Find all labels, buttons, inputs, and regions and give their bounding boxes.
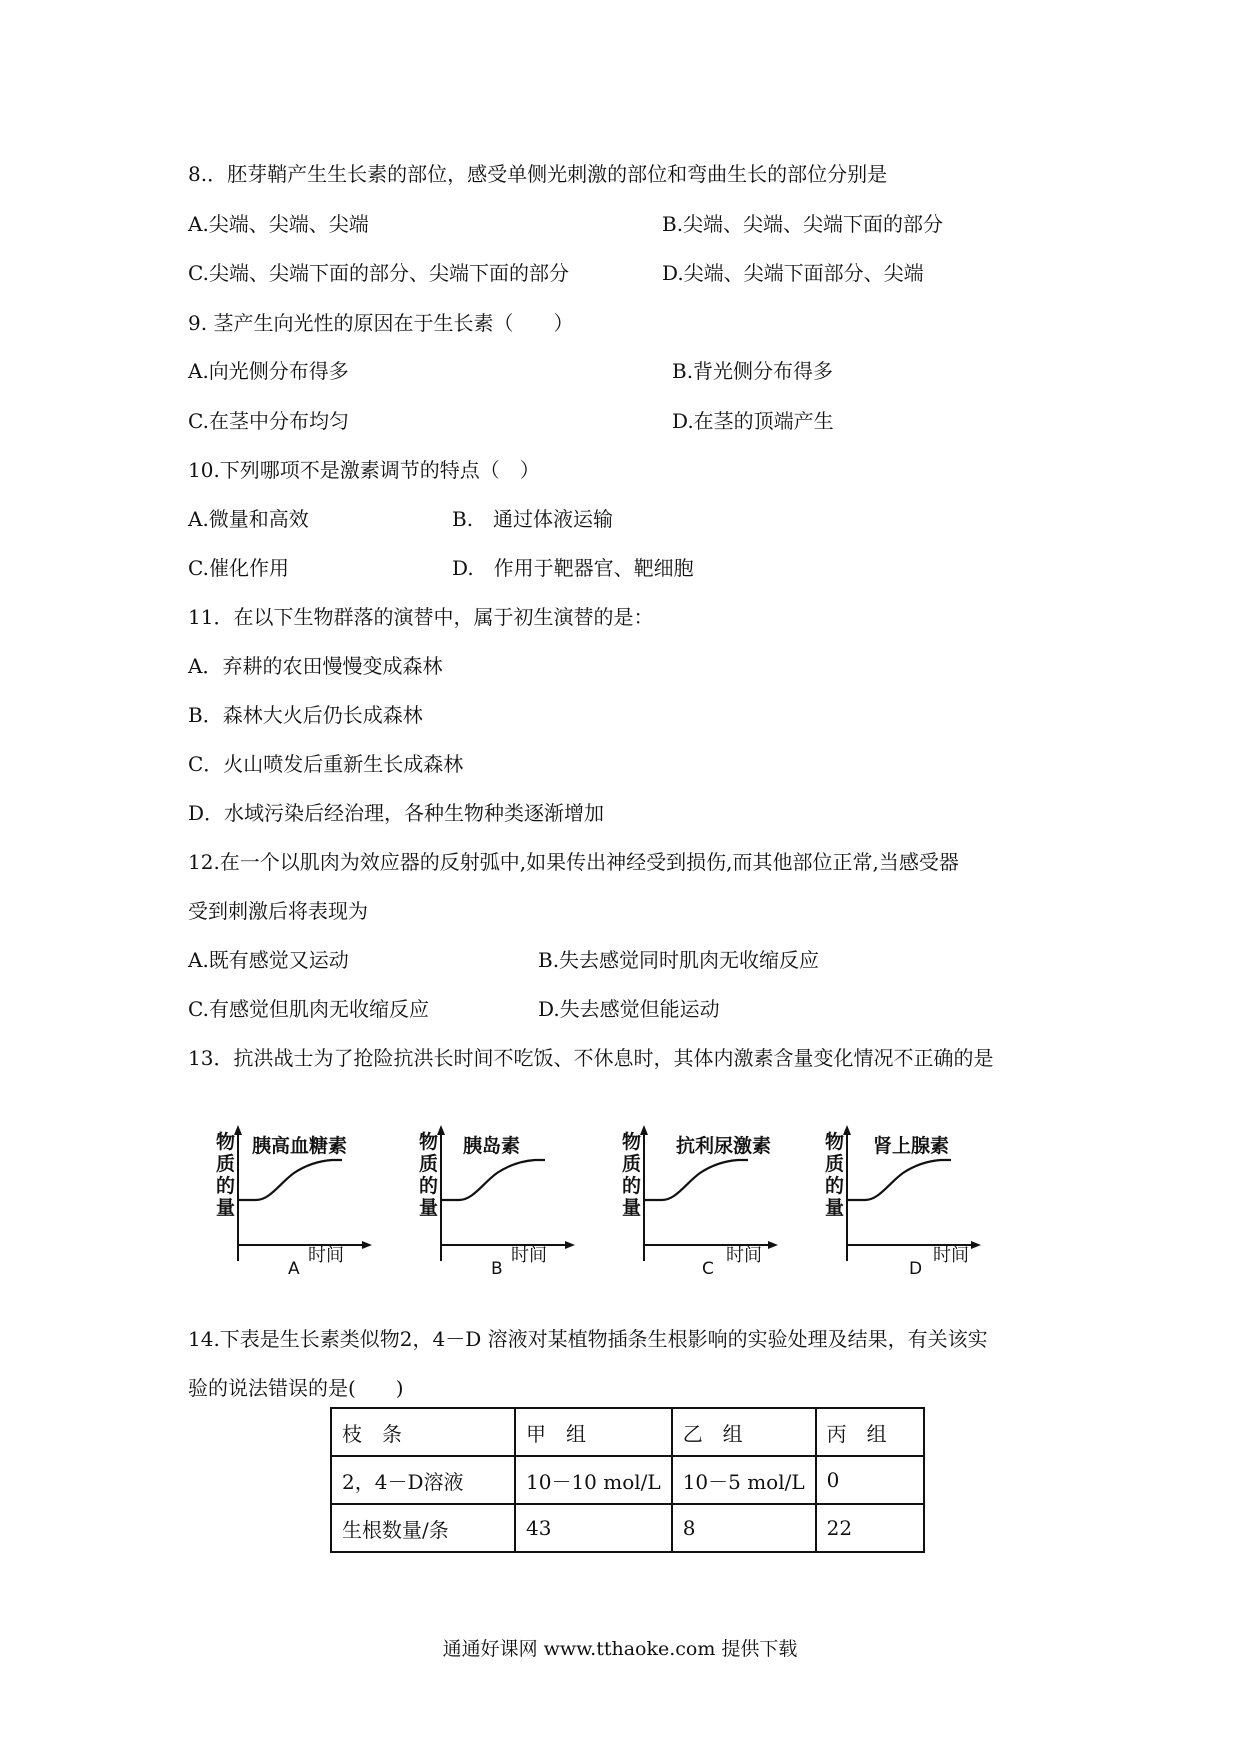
q10-option-b: B. 通过体液运输 [452,507,614,531]
q9-stem: 9. 茎产生向光性的原因在于生长素（ ） [188,311,574,335]
q12-option-d: D.失去感觉但能运动 [538,997,720,1021]
q12-option-c: C.有感觉但肌肉无收缩反应 [188,997,429,1021]
graph-d-letter: D [909,1259,923,1279]
q12-stem-line2: 受到刺激后将表现为 [188,899,368,923]
q8-stem: 8.．胚芽鞘产生生长素的部位，感受单侧光刺激的部位和弯曲生长的部位分别是 [188,162,888,186]
q8-option-a: A.尖端、尖端、尖端 [188,212,369,236]
table-cell: 10－10 mol/L [515,1456,672,1504]
q11-option-a: A．弃耕的农田慢慢变成森林 [188,654,443,678]
graph-b-letter: B [491,1259,503,1279]
q11-option-b: B．森林大火后仍长成森林 [188,703,423,727]
q12-option-a: A.既有感觉又运动 [188,948,349,972]
graph-c [620,1125,800,1285]
graph-a [214,1125,394,1285]
graph-b-ylabel: 物质的量 [419,1131,439,1219]
table-header-cell: 乙 组 [672,1408,816,1456]
table-cell: 43 [515,1504,672,1552]
graph-c-letter: C [702,1259,714,1279]
graph-a-ylabel: 物质的量 [216,1131,236,1219]
graph-b-title: 胰岛素 [463,1135,521,1157]
table-row [331,1456,924,1504]
q12-stem-line1: 12.在一个以肌肉为效应器的反射弧中,如果传出神经受到损伤,而其他部位正常,当感受器 [188,850,959,874]
graph-d [823,1125,1003,1285]
q10-stem: 10.下列哪项不是激素调节的特点（ ） [188,458,540,482]
q14-stem-line1: 14.下表是生长素类似物2，4－D 溶液对某植物插条生根影响的实验处理及结果，有关该实 [188,1327,988,1351]
table-cell: 0 [816,1456,924,1504]
page-footer: 通通好课网 www.tthaoke.com 提供下载 [442,1638,798,1660]
graph-a-title: 胰高血糖素 [252,1135,348,1157]
table-cell: 10－5 mol/L [672,1456,816,1504]
table-header-cell: 甲 组 [515,1408,672,1456]
q10-option-c: C.催化作用 [188,556,289,580]
graph-d-ylabel: 物质的量 [825,1131,845,1219]
q14-stem-line2: 验的说法错误的是( ) [188,1376,404,1400]
table-cell: 22 [816,1504,924,1552]
table-cell: 生根数量/条 [331,1504,515,1552]
q8-option-d: D.尖端、尖端下面部分、尖端 [662,261,924,285]
q10-option-a: A.微量和高效 [188,507,309,531]
q11-option-d: D．水域污染后经治理，各种生物种类逐渐增加 [188,801,605,825]
q9-option-a: A.向光侧分布得多 [188,359,349,383]
q11-stem: 11．在以下生物群落的演替中，属于初生演替的是： [188,605,654,629]
table-header-cell: 枝 条 [331,1408,515,1456]
graph-b-xlabel: 时间 [511,1245,547,1266]
graph-c-title: 抗利尿激素 [676,1135,772,1157]
graph-a-letter: A [288,1259,300,1279]
q9-option-c: C.在茎中分布均匀 [188,409,349,433]
q13-stem: 13．抗洪战士为了抢险抗洪长时间不吃饭、不休息时，其体内激素含量变化情况不正确的是 [188,1046,994,1070]
table-cell: 8 [672,1504,816,1552]
graph-c-xlabel: 时间 [726,1245,762,1266]
q9-option-d: D.在茎的顶端产生 [672,409,834,433]
table-header-cell: 丙 组 [816,1408,924,1456]
graph-a-xlabel: 时间 [308,1245,344,1266]
table-row [331,1504,924,1552]
q10-option-d: D. 作用于靶器官、靶细胞 [452,556,694,580]
table-cell: 2，4－D溶液 [331,1456,515,1504]
q11-option-c: C．火山喷发后重新生长成森林 [188,752,464,776]
q9-option-b: B.背光侧分布得多 [672,359,834,383]
graph-c-ylabel: 物质的量 [622,1131,642,1219]
graph-d-title: 肾上腺素 [873,1135,950,1157]
q8-option-b: B.尖端、尖端、尖端下面的部分 [662,212,944,236]
q8-option-c: C.尖端、尖端下面的部分、尖端下面的部分 [188,261,569,285]
q12-option-b: B.失去感觉同时肌肉无收缩反应 [538,948,820,972]
graph-b [417,1125,597,1285]
table-header-row [331,1408,924,1456]
graph-d-xlabel: 时间 [933,1245,969,1266]
q14-data-table [330,1407,925,1553]
